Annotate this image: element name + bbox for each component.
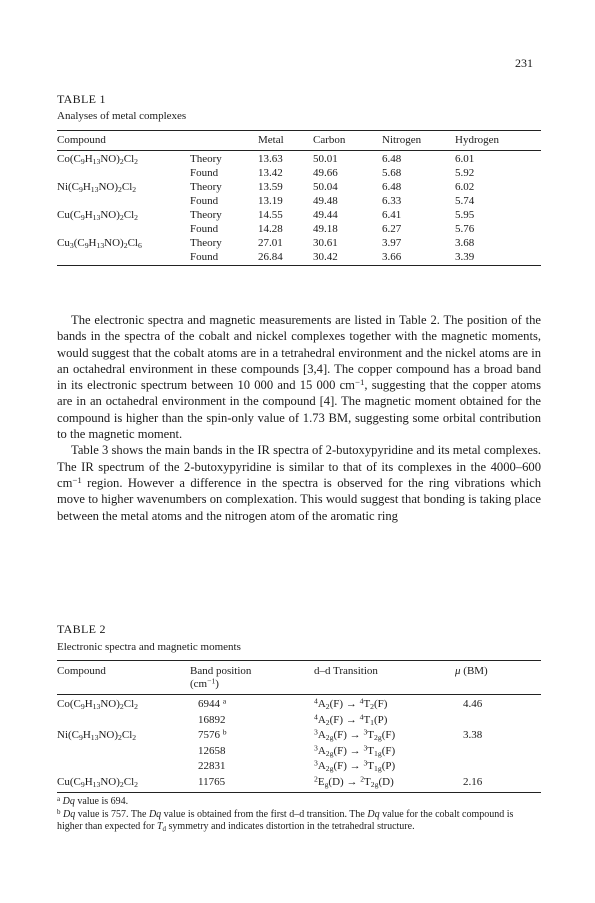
table1-header-cell: Carbon (313, 134, 346, 146)
table1-metal-cell: 13.19 (258, 195, 283, 207)
table1-hydrogen-cell: 6.02 (455, 181, 475, 193)
table1-metal-cell: 13.59 (258, 181, 283, 193)
table2-band-cell: 7576 $^b$ (198, 727, 227, 741)
table2-label: TABLE 2 (57, 622, 106, 636)
table2-header-cell: μ (BM) (455, 665, 488, 677)
table2-footnotes (57, 796, 541, 834)
table1-caption: Analyses of metal complexes (57, 110, 187, 122)
table1-hydrogen-cell: 5.74 (455, 195, 475, 207)
table1-metal-cell: 13.42 (258, 167, 283, 179)
table1-nitrogen-cell: 6.48 (382, 153, 402, 165)
table1-kind-cell: Theory (190, 209, 222, 221)
table1-metal-cell: 13.63 (258, 153, 283, 165)
table1-compound-cell: $Ni(C_9H_{13}NO)_2Cl_2$ (57, 181, 137, 194)
table2-transition-cell: $^4A_2(F) \to ^4T_2(F)$ (314, 696, 388, 711)
table2-mu-cell: 4.46 (463, 698, 483, 710)
table1-nitrogen-cell: 5.68 (382, 167, 402, 179)
table1-carbon-cell: 50.04 (313, 181, 338, 193)
table1-header-cell: Metal (258, 134, 284, 146)
table2-band-cell: 6944 $^a$ (198, 696, 227, 710)
table1-header-cell: Compound (57, 134, 106, 146)
table2-compound-cell: $Co(C_9H_{13}NO)_2Cl_2$ (57, 698, 138, 711)
table1-label: TABLE 1 (57, 92, 106, 106)
table2-band-cell: 22831 (198, 760, 226, 772)
table1-kind-cell: Theory (190, 153, 222, 165)
body-text (57, 312, 541, 524)
table1-hydrogen-cell: 3.68 (455, 237, 475, 249)
table1-header-cell: Hydrogen (455, 134, 499, 146)
table1-kind-cell: Theory (190, 181, 222, 193)
table1-header-rule (57, 150, 541, 151)
table2-header-cell: d–d Transition (314, 665, 378, 677)
table1-top-rule (57, 130, 541, 131)
table1-hydrogen-cell: 6.01 (455, 153, 475, 165)
table2-transition-cell: $^3A_{2g}(F) \to ^3T_{1g}(F)$ (314, 743, 396, 758)
table2-bottom-rule (57, 792, 541, 793)
table2-footnote: $^a$ Dq value is 694. (57, 794, 129, 807)
table1-metal-cell: 27.01 (258, 237, 283, 249)
table1-kind-cell: Found (190, 167, 219, 179)
table1-kind-cell: Found (190, 223, 219, 235)
table2-header-cell: Compound (57, 665, 106, 677)
table1-header-cell: Nitrogen (382, 134, 422, 146)
table2-band-cell: 16892 (198, 713, 226, 726)
table1-nitrogen-cell: 3.66 (382, 251, 402, 263)
table2-band-cell: 11765 (198, 775, 226, 788)
table1-kind-cell: Found (190, 251, 219, 263)
table1-metal-cell: 26.84 (258, 251, 283, 263)
table2-transition-cell: $^2E_g(D) \to ^2T_{2g}(D)$ (314, 774, 394, 789)
table1-nitrogen-cell: 6.41 (382, 209, 402, 221)
table1-nitrogen-cell: 6.48 (382, 181, 402, 193)
table1-compound-cell: $Cu_3(C_9H_{13}NO)_2Cl_6$ (57, 237, 142, 250)
table2-caption: Electronic spectra and magnetic moments (57, 641, 241, 653)
table2-transition-cell: $^4A_2(F) \to ^4T_1(P)$ (314, 712, 388, 727)
table2-footnote: $^b$ Dq value is 757. The Dq value is obtained from the first d–d transition. The Dq value for the cobalt compound is higher than expected for $T_d$ symmetry and indicates distortion in the tetrahedral structure. (57, 807, 514, 833)
table1-compound-cell: $Cu(C_9H_{13}NO)_2Cl_2$ (57, 209, 138, 222)
table2-transition-cell: $^3A_{2g}(F) \to ^3T_{2g}(F)$ (314, 727, 396, 742)
table1-carbon-cell: 30.42 (313, 251, 338, 263)
table1-carbon-cell: 49.66 (313, 167, 338, 179)
table2-header-rule (57, 694, 541, 695)
table1-bottom-rule (57, 265, 541, 266)
table1-metal-cell: 14.55 (258, 209, 283, 221)
table1-carbon-cell: 49.18 (313, 223, 338, 235)
table1-compound-cell: $Co(C_9H_{13}NO)_2Cl_2$ (57, 153, 138, 166)
table2-compound-cell: $Cu(C_9H_{13}NO)_2Cl_2$ (57, 775, 138, 789)
table1-carbon-cell: 49.48 (313, 195, 338, 207)
body-paragraph: Table 3 shows the main bands in the IR spectra of 2-butoxypyridine and its metal complexes. The IR spectrum of the 2-butoxypyridine is similar to that of its complexes in the 4000–600 $cm^{-1}$ region. However a difference in the spectra is observed for the ring vibrations which move to higher wavenumbers on complexation. This would suggest that bonding is taking place between the metal atoms and the nitrogen atom of the aromatic ring (57, 443, 541, 523)
table2-band-cell: 12658 (198, 744, 226, 757)
table2-mu-cell: 3.38 (463, 729, 483, 741)
table2-mu-cell: 2.16 (463, 775, 483, 788)
table1-metal-cell: 14.28 (258, 223, 283, 235)
table1-nitrogen-cell: 6.33 (382, 195, 402, 207)
table1-hydrogen-cell: 5.92 (455, 167, 475, 179)
table1-hydrogen-cell: 5.95 (455, 209, 475, 221)
body-paragraph: The electronic spectra and magnetic measurements are listed in Table 2. The position of the bands in the spectra of the cobalt and nickel complexes together with the magnetic moments, would suggest that the cobalt atoms are in a tetrahedral environment and the nickel atoms are in an octahedral environment in these compounds [3,4]. The copper compound has a broad band in its electronic spectrum between 10 000 and 15 000 $cm^{-1}$, suggesting that the copper atoms are in an octahedral environment in the compound [4]. The magnetic moment obtained for the compound is higher than the spin-only value of 1.73 BM, suggesting some orbital contribution to the magnetic moment. (57, 313, 542, 442)
table2-top-rule (57, 660, 541, 661)
table2-compound-cell: $Ni(C_9H_{13}NO)_2Cl_2$ (57, 729, 137, 742)
table1-kind-cell: Theory (190, 237, 222, 249)
table1-carbon-cell: 49.44 (313, 209, 338, 221)
table1-carbon-cell: 30.61 (313, 237, 338, 249)
table2-header-cell: Band position $(cm^{-1})$ (190, 665, 252, 690)
table1-hydrogen-cell: 3.39 (455, 251, 475, 263)
table1-nitrogen-cell: 3.97 (382, 237, 402, 249)
table1-nitrogen-cell: 6.27 (382, 223, 402, 235)
page-number: 231 (515, 56, 533, 70)
table1-hydrogen-cell: 5.76 (455, 223, 475, 235)
table1-kind-cell: Found (190, 195, 219, 207)
table1-carbon-cell: 50.01 (313, 153, 338, 165)
table2-transition-cell: $^3A_{2g}(F) \to ^3T_{1g}(P)$ (314, 758, 396, 773)
